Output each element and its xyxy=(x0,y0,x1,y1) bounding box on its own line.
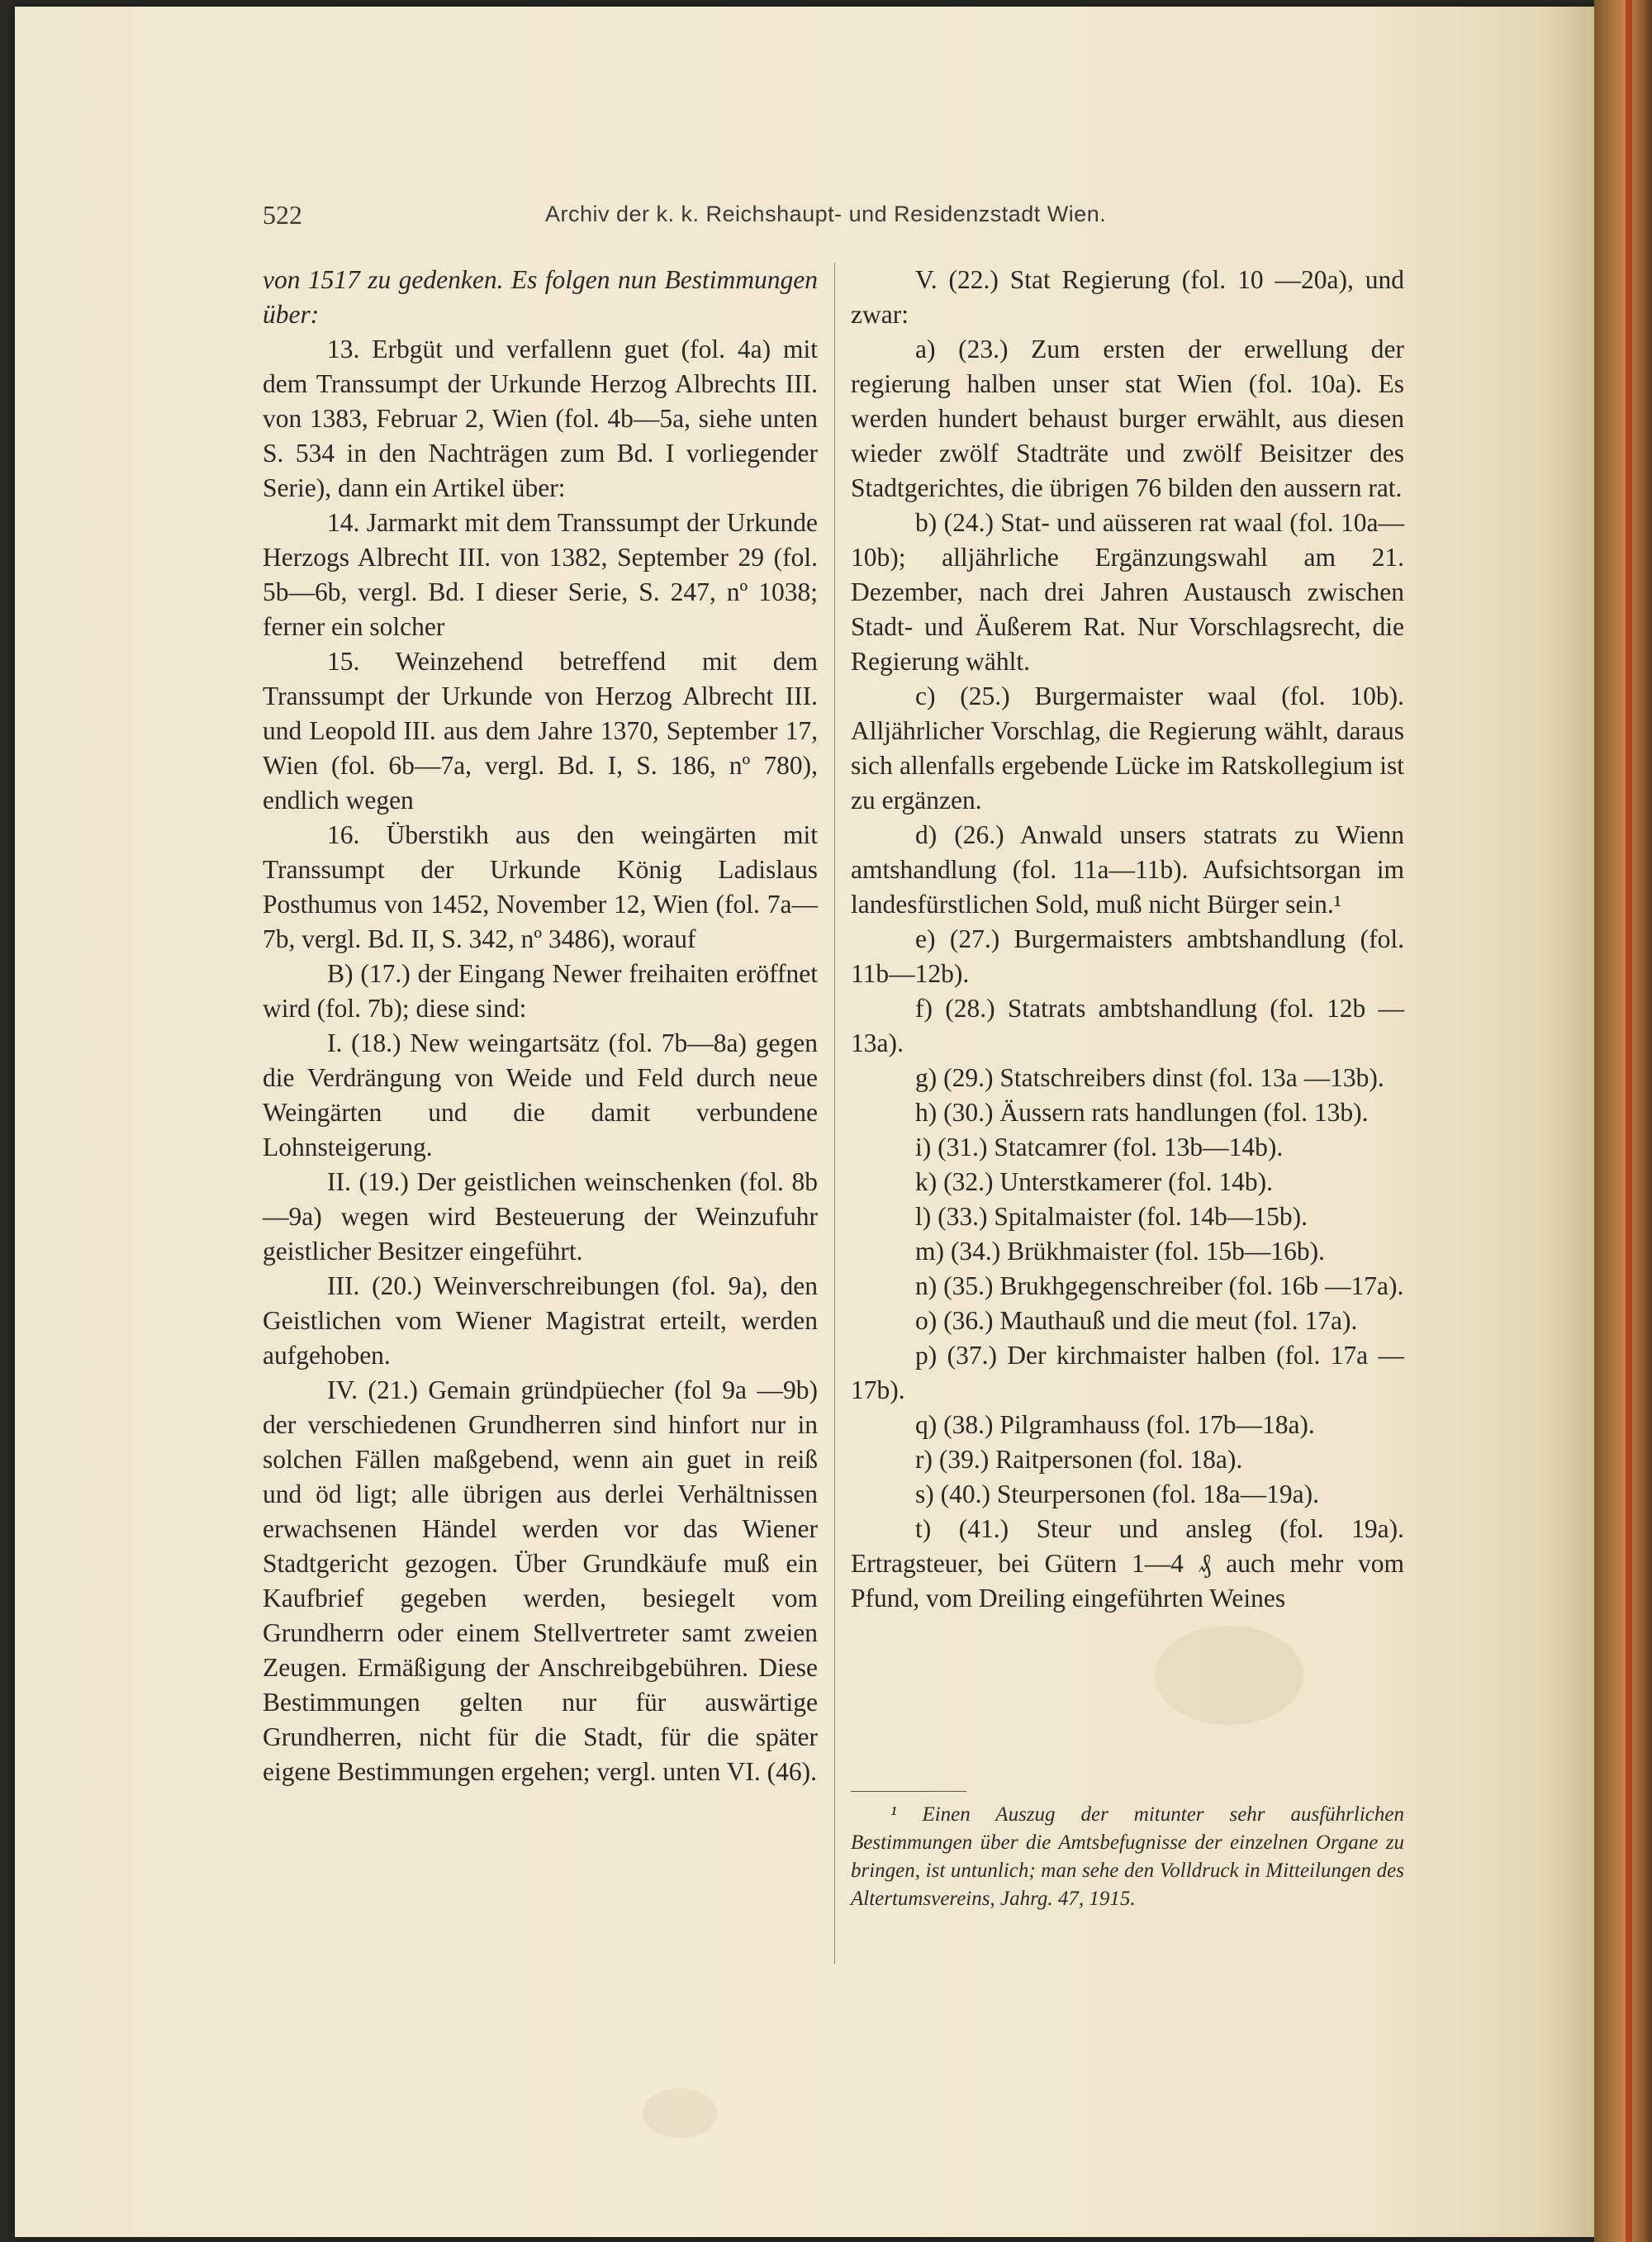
list-item: e) (27.) Burgermaisters ambtshandlung (fol. 11b—12b). xyxy=(851,924,1404,988)
list-item: i) (31.) Statcamrer (fol. 13b—14b). xyxy=(915,1133,1284,1161)
list-item: q) (38.) Pilgramhauss (fol. 17b—18a). xyxy=(915,1410,1315,1439)
list-item: m) (34.) Brükhmaister (fol. 15b—16b). xyxy=(915,1237,1326,1266)
paragraph: 15. Weinzehend betreffend mit dem Transsumpt der Urkunde von Herzog Albrecht III. und Leopold III. aus dem Jahre 1370, September 17, Wien (fol. 6b—7a, vergl. Bd. I, S. 186, nº 780), endlich wegen xyxy=(263,647,818,815)
footnote: ¹ Einen Auszug der mitunter sehr ausführlichen Bestimmungen über die Amtsbefugnisse der einzelnen Organe zu bringen, ist untunlich; man sehe den Volldruck in Mitteilungen des Altertumsvereins, Jahrg. 47, 1915. xyxy=(851,1803,1404,1910)
list-item: g) (29.) Statschreibers dinst (fol. 13a —13b). xyxy=(915,1063,1384,1092)
paragraph: 14. Jarmarkt mit dem Transsumpt der Urkunde Herzogs Albrecht III. von 1382, September 29 (fol. 5b—6b, vergl. Bd. I dieser Serie, S. 247, nº 1038; ferner ein solcher xyxy=(263,508,818,641)
list-item: s) (40.) Steurpersonen (fol. 18a—19a). xyxy=(915,1480,1319,1508)
paragraph: IV. (21.) Gemain gründpüecher (fol 9a —9b) der verschiedenen Grundherren sind hinfort nur in solchen Fällen maßgebend, wenn ain guet in reiß und öd ligt; alle übrigen aus derlei Verhältnissen erwachsenen Händel werden vor das Wiener Stadtgericht gezogen. Über Grundkäufe muß ein Kaufbrief gegeben werden, besiegelt vom Grundherrn oder einem Stellvertreter samt zweien Zeugen. Ermäßigung der Anschreibgebühren. Diese Bestimmungen gelten nur für auswärtige Grundherren, nicht für die Stadt, für die später eigene Bestimmungen ergehen; vergl. unten VI. (46). xyxy=(263,1375,818,1786)
list-item: p) (37.) Der kirchmaister halben (fol. 17a —17b). xyxy=(851,1341,1404,1404)
page-header xyxy=(263,190,1403,240)
book-spine xyxy=(1594,0,1652,2242)
paragraph: II. (19.) Der geistlichen weinschenken (fol. 8b—9a) wegen wird Besteuerung der Weinzufuhr geistlicher Besitzer eingeführt. xyxy=(263,1167,818,1266)
paragraph: I. (18.) New weingartsätz (fol. 7b—8a) gegen die Verdrängung von Weide und Feld durch neue Weingärten und die damit verbundene Lohnsteigerung. xyxy=(263,1028,818,1161)
list-item: o) (36.) Mauthauß und die meut (fol. 17a). xyxy=(915,1306,1358,1335)
list-item: h) (30.) Äussern rats handlungen (fol. 13b). xyxy=(915,1098,1369,1127)
paragraph: a) (23.) Zum ersten der erwellung der regierung halben unser stat Wien (fol. 10a). Es werden hundert behaust burger erwählt, aus diesen wieder zwölf Stadträte und zwölf Beisitzer des Stadtgerichtes, die übrigen 76 bilden den aussern rat. xyxy=(851,335,1404,502)
footnote-rule xyxy=(851,1791,966,1792)
paragraph: 13. Erbgüt und verfallenn guet (fol. 4a) mit dem Transsumpt der Urkunde Herzog Albrechts III. von 1383, Februar 2, Wien (fol. 4b—5a, siehe unten S. 534 in den Nachträgen zum Bd. I vorliegender Serie), dann ein Artikel über: xyxy=(263,335,818,502)
left-column xyxy=(263,263,818,1789)
paragraph: b) (24.) Stat- und aüsseren rat waal (fol. 10a—10b); alljährliche Ergänzungswahl am 21. Dezember, nach drei Jahren Austausch zwischen Stadt- und Äußerem Rat. Nur Vorschlagsrecht, die Regierung wählt. xyxy=(851,508,1404,676)
column-divider xyxy=(834,263,835,1964)
paper-stain xyxy=(1155,1626,1303,1725)
paragraph: 16. Überstikh aus den weingärten mit Transsumpt der Urkunde König Ladislaus Posthumus von 1452, November 12, Wien (fol. 7a—7b, vergl. Bd. II, S. 342, nº 3486), worauf xyxy=(263,820,818,953)
list-item: k) (32.) Unterstkamerer (fol. 14b). xyxy=(915,1167,1273,1196)
paragraph: von 1517 zu gedenken. Es folgen nun Bestimmungen über: xyxy=(263,265,818,329)
paper-stain xyxy=(643,2088,717,2138)
page-number: 522 xyxy=(263,200,302,230)
list-item: f) (28.) Statrats ambtshandlung (fol. 12b —13a). xyxy=(851,994,1404,1057)
list-item: n) (35.) Brukhgegenschreiber (fol. 16b —17a). xyxy=(915,1271,1404,1300)
paragraph: d) (26.) Anwald unsers statrats zu Wienn amtshandlung (fol. 11a—11b). Aufsichtsorgan im landesfürstlichen Sold, muß nicht Bürger sein.¹ xyxy=(851,820,1404,919)
paragraph: c) (25.) Burgermaister waal (fol. 10b). Alljährlicher Vorschlag, die Regierung wählt, daraus sich allenfalls ergebende Lücke im Ratskollegium ist zu ergänzen. xyxy=(851,682,1404,815)
paragraph: B) (17.) der Eingang Newer freihaiten eröffnet wird (fol. 7b); diese sind: xyxy=(263,959,818,1023)
paragraph: III. (20.) Weinverschreibungen (fol. 9a), den Geistlichen vom Wiener Magistrat erteilt, werden aufgehoben. xyxy=(263,1271,818,1370)
running-title: Archiv der k. k. Reichshaupt- und Residenzstadt Wien. xyxy=(545,202,1107,226)
list-item: r) (39.) Raitpersonen (fol. 18a). xyxy=(915,1445,1243,1474)
list-item: t) (41.) Steur und ansleg (fol. 19a). Ertragsteuer, bei Gütern 1—4 ₰ auch mehr vom Pfund, vom Dreiling eingeführten Weines xyxy=(851,1514,1404,1613)
right-column xyxy=(851,263,1404,1616)
paragraph: V. (22.) Stat Regierung (fol. 10 —20a), und zwar: xyxy=(851,265,1404,329)
book-spine-edge xyxy=(1626,0,1632,2242)
list-item: l) (33.) Spitalmaister (fol. 14b—15b). xyxy=(915,1202,1308,1231)
